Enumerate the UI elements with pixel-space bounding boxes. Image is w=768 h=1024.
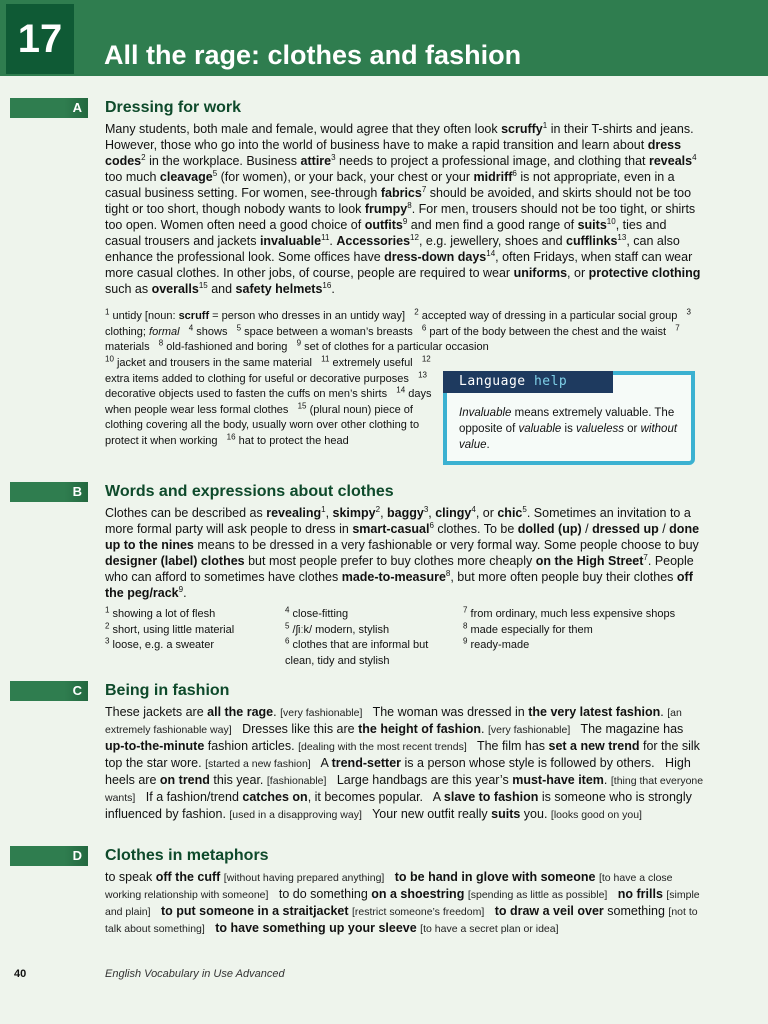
section-b-footnotes-col2: $^4$ close-fitting $^5$ /ʃiːk/ modern, stylish $^6$ clothes that are informal but clean, tidy and stylish [285,605,429,667]
section-b-title: Words and expressions about clothes [105,483,394,500]
unit-header [0,0,768,76]
section-a-text: Many students, both male and female, would agree that they often look scruffy$^1$ in their T-shirts and jeans. However, those who go into the world of business have to make a rapid transition and learn about dress codes$^2$ in the workplace. Business attire$^3$ needs to project a professional image, and clothing that reveals$^4$ too much cleavage$^5$ (for women), or your back, your chest or your midriff$^6$ is not appropriate, even in a casual business setting. For women, see-through fabrics$^7$ should be avoided, and skirts should not be too tight or too short, though nobody wants to look frumpy$^8$. For men, trousers should not be too tight, or shirts too open. Women often need a good choice of outfits$^9$ and men find a good range of suits$^{10}$, ties and casual trousers and jackets invaluable$^{11}$. Accessories$^{12}$, e.g. jewellery, shoes and cufflinks$^{13}$, can also enhance the professional look. Some offices have dress-down days$^{14}$, often Fridays, when staff can wear more casual clothes. In other jobs, of course, people are required to wear uniforms, or protective clothing such as overalls$^{15}$ and safety helmets$^{16}$. [105,120,701,296]
section-a-title: Dressing for work [105,99,242,116]
language-help-text [459,405,687,453]
unit-number: 17 [17,17,63,61]
lh-text-2: is [561,423,577,435]
section-a-marker [10,98,88,118]
section-b-text: Clothes can be described as revealing$^1$, skimpy$^2$, baggy$^3$, clingy$^4$, or chic$^5$. Sometimes an invitation to a more formal party will ask people to dress in smart-casual$^6$ clothes. To be dolled (up) / dressed up / done up to the nines means to be dressed in a very fashionable or very formal way. Some people choose to buy designer (label) clothes but most people prefer to buy clothes more cheaply on the High Street$^7$. People who can afford to sometimes have clothes made-to-measure$^8$, but more often people buy their clothes off the peg/rack$^9$. [105,504,700,600]
book-title: English Vocabulary in Use Advanced [105,968,285,980]
lh-text-4: . [486,439,490,451]
section-d-text: to speak off the cuff [without having prepared anything] to be hand in glove with someone [to have a close working relationship with someone] to do something on a shoestring [spending as little as possible] no frills [simple and plain] to put someone in a straitjacket [restrict someone’s freedom] to draw a veil over something [not to talk about something] to have something up your sleeve [to have a secret plan or idea] [105,870,700,935]
lh-invaluable: Invaluable [459,407,512,419]
section-a-footnotes-top: $^1$ untidy [noun: scruff = person who dresses in an untidy way] $^2$ accepted way of dressing in a particular social group $^3$ clothing; formal $^4$ shows $^5$ space between a woman’s breasts $^6$ part of the body between the chest and the waist $^7$ materials $^8$ old-fashioned and boring $^9$ set of clothes for a particular occasion [105,307,691,354]
section-d-letter: D [72,848,82,863]
lh-valueless: valueless [576,423,624,435]
section-b-marker [10,482,88,502]
section-b-footnotes-col3: $^7$ from ordinary, much less expensive shops $^8$ made especially for them $^9$ ready-made [463,605,676,652]
section-b-footnotes-col1: $^1$ showing a lot of flesh $^2$ short, using little material $^3$ loose, e.g. a sweater [105,605,235,652]
section-b-letter: B [72,484,82,499]
lh-valuable: valuable [518,423,562,435]
section-a-footnotes-left: $^{10}$ jacket and trousers in the same material $^{11}$ extremely useful $^{12}$ extra items added to clothing for useful or decorative purposes $^{13}$ decorative objects used to fasten the cuffs on men’s shirts $^{14}$ days when people wear less formal clothes $^{15}$ (plural noun) piece of clothing covering all the body, usually worn over other clothing to protect it when working $^{16}$ hat to protect the head [105,354,432,447]
section-c-marker [10,681,88,701]
section-d-title: Clothes in metaphors [105,847,269,864]
section-c-title: Being in fashion [105,682,230,699]
language-help-heading [443,371,613,393]
page-number: 40 [14,968,27,980]
language-help-help-word: help [533,374,568,389]
section-d-marker [10,846,88,866]
lh-without: without value [459,423,678,451]
lh-text-3: or [623,423,641,435]
language-help-box [443,371,695,465]
unit-title: All the rage: clothes and fashion [104,40,522,70]
section-c-text: These jackets are all the rage. [very fashionable] The woman was dressed in the very latest fashion. [an extremely fashionable way] Dresses like this are the height of fashion. [very fashionable] The magazine has up-to-the-minute fashion articles. [dealing with the most recent trends] The film has set a new trend for the silk top the star wore. [started a new fashion] A trend-setter is a person whose style is followed by others. High heels are on trend this year. [fashionable] Large handbags are this year’s must-have item. [thing that everyone wants] If a fashion/trend catches on, it becomes popular. A slave to fashion is someone who is strongly influenced by fashion. [used in a disapproving way] Your new outfit really suits you. [looks good on you] [105,705,704,821]
section-c-letter: C [72,683,82,698]
unit-number-box [6,4,74,74]
lh-text-1: means extremely valuable. The opposite of [459,407,675,435]
section-a-letter: A [72,100,82,115]
language-help-word: Language [459,374,526,389]
